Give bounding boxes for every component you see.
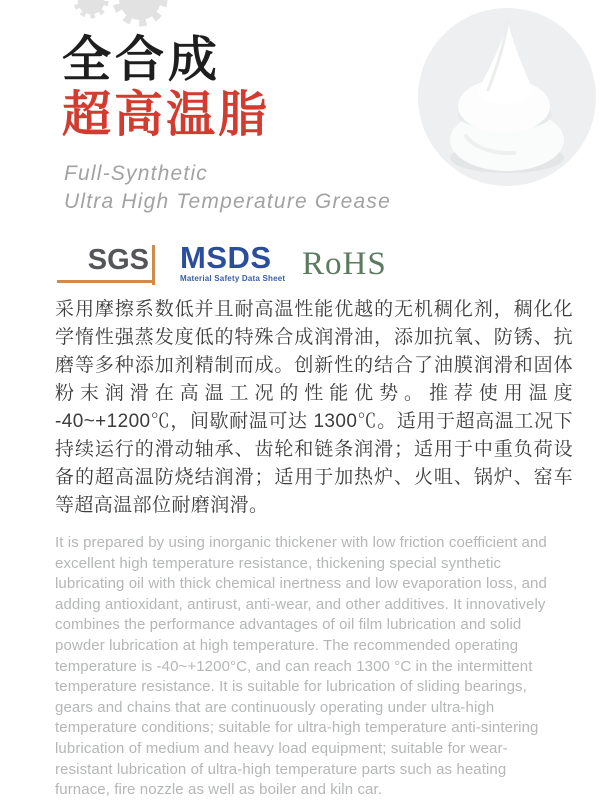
- grease-dollop-graphic: [444, 18, 570, 180]
- msds-subtitle: Material Safety Data Sheet: [180, 274, 286, 283]
- description-english: It is prepared by using inorganic thickener with low friction coefficient and excellent high temperature resistance, thickening special synthetic lubricating oil with thick chemical inertness and low evaporation loss, and adding antioxidant, antirust, anti-wear, and other additives. It innovatively combines the performance advantages of oil film lubrication and solid powder lubrication at high temperature. The recommended operating temperature is -40~+1200°C, and can reach 1300 °C in the intermittent temperature resistance. It is suitable for lubrication of sliding bearings, gears and chains that are continuously operating under ultra-high temperature conditions; suitable for ultra-high temperature anti-sintering lubrication of medium and heavy load equipment; suitable for wear-resistant lubrication of ultra-high temperature parts such as heating furnace, fire nozzle as well as boiler and kiln car.: [55, 534, 547, 799]
- page-title-cn-line1: 全合成: [62, 33, 222, 87]
- sgs-orange-underline: [57, 280, 152, 283]
- msds-badge: [180, 240, 288, 283]
- subtitle-line2: Ultra High Temperature Grease: [64, 190, 391, 213]
- msds-label: MSDS: [180, 240, 272, 275]
- product-photo: [418, 8, 596, 186]
- sgs-orange-vline: [152, 245, 155, 285]
- sgs-badge: [57, 244, 155, 285]
- page-title-cn-line2: 超高温脂: [62, 88, 271, 142]
- rohs-label: RoHS: [302, 246, 387, 282]
- subtitle-line1: Full-Synthetic: [64, 162, 209, 185]
- sgs-label: SGS: [87, 244, 149, 276]
- rohs-badge: [302, 246, 387, 283]
- description-chinese: 采用摩擦系数低并且耐高温性能优越的无机稠化剂，稠化化学惰性强蒸发度低的特殊合成润滑油，添加抗氧、防锈、抗磨等多种添加剂精制而成。创新性的结合了油膜润滑和固体粉末润滑在高温工况的性能优势。推荐使用温度 -40~+1200℃，间歇耐温可达 1300℃。适用于超高温工况下持续运行的滑动轴承、齿轮和链条润滑；适用于中重负荷设备的超高温防烧结润滑；适用于加热炉、火咀、锅炉、窑车等超高温部位耐磨润滑。: [55, 299, 573, 516]
- gear-icon-large: [110, 0, 170, 34]
- gear-icon-small: [72, 0, 110, 25]
- page-subtitle-en: [64, 160, 391, 216]
